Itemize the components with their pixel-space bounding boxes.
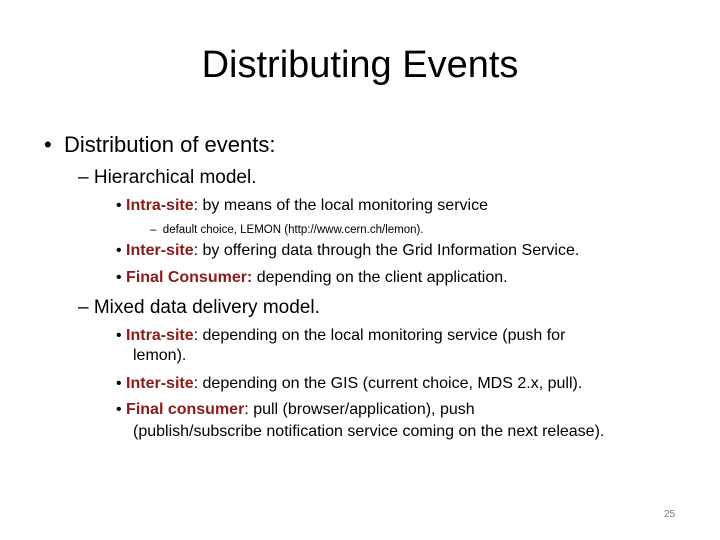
item-text: depending on the client application. bbox=[252, 269, 508, 286]
list-item: • Intra-site: depending on the local monitoring service (push for bbox=[116, 327, 566, 344]
item-text: : by means of the local monitoring service bbox=[193, 197, 488, 214]
keyword: Inter-site bbox=[126, 242, 194, 259]
item-text: : pull (browser/application), push bbox=[244, 401, 475, 418]
keyword: Final consumer bbox=[126, 401, 245, 418]
list-item: • Final consumer: pull (browser/application), push bbox=[116, 401, 475, 418]
keyword: Final Consumer: bbox=[126, 269, 253, 286]
list-item: • Final Consumer: depending on the client application. bbox=[116, 269, 508, 286]
subheading-hierarchical: – Hierarchical model. bbox=[78, 167, 257, 188]
slide-title: Distributing Events bbox=[201, 44, 519, 86]
bullet-text: Distribution of events: bbox=[63, 132, 276, 157]
list-item: • Inter-site: depending on the GIS (current choice, MDS 2.x, pull). bbox=[116, 375, 583, 392]
sub-list-item: – default choice, LEMON (http://www.cern.ch/lemon). bbox=[150, 224, 424, 236]
item-text: : by offering data through the Grid Information Service. bbox=[193, 242, 580, 259]
list-item: • Inter-site: by offering data through the Grid Information Service. bbox=[116, 242, 580, 259]
item-continuation: lemon). bbox=[133, 347, 187, 364]
keyword: Inter-site bbox=[126, 375, 194, 392]
keyword: Intra-site bbox=[126, 197, 194, 214]
subheading-text: Mixed data delivery model. bbox=[93, 297, 320, 318]
item-text: : depending on the local monitoring service (push for bbox=[193, 327, 566, 344]
item-text: default choice, LEMON (http://www.cern.ch/lemon). bbox=[162, 224, 424, 236]
subheading-mixed: – Mixed data delivery model. bbox=[78, 297, 320, 318]
bullet-distribution: • Distribution of events: bbox=[44, 132, 276, 157]
keyword: Intra-site bbox=[126, 327, 194, 344]
list-item: • Intra-site: by means of the local monitoring service bbox=[116, 197, 488, 214]
item-text: : depending on the GIS (current choice, MDS 2.x, pull). bbox=[193, 375, 583, 392]
page-number: 25 bbox=[664, 509, 676, 520]
item-continuation: (publish/subscribe notification service coming on the next release). bbox=[133, 423, 605, 440]
subheading-text: Hierarchical model. bbox=[93, 167, 257, 188]
